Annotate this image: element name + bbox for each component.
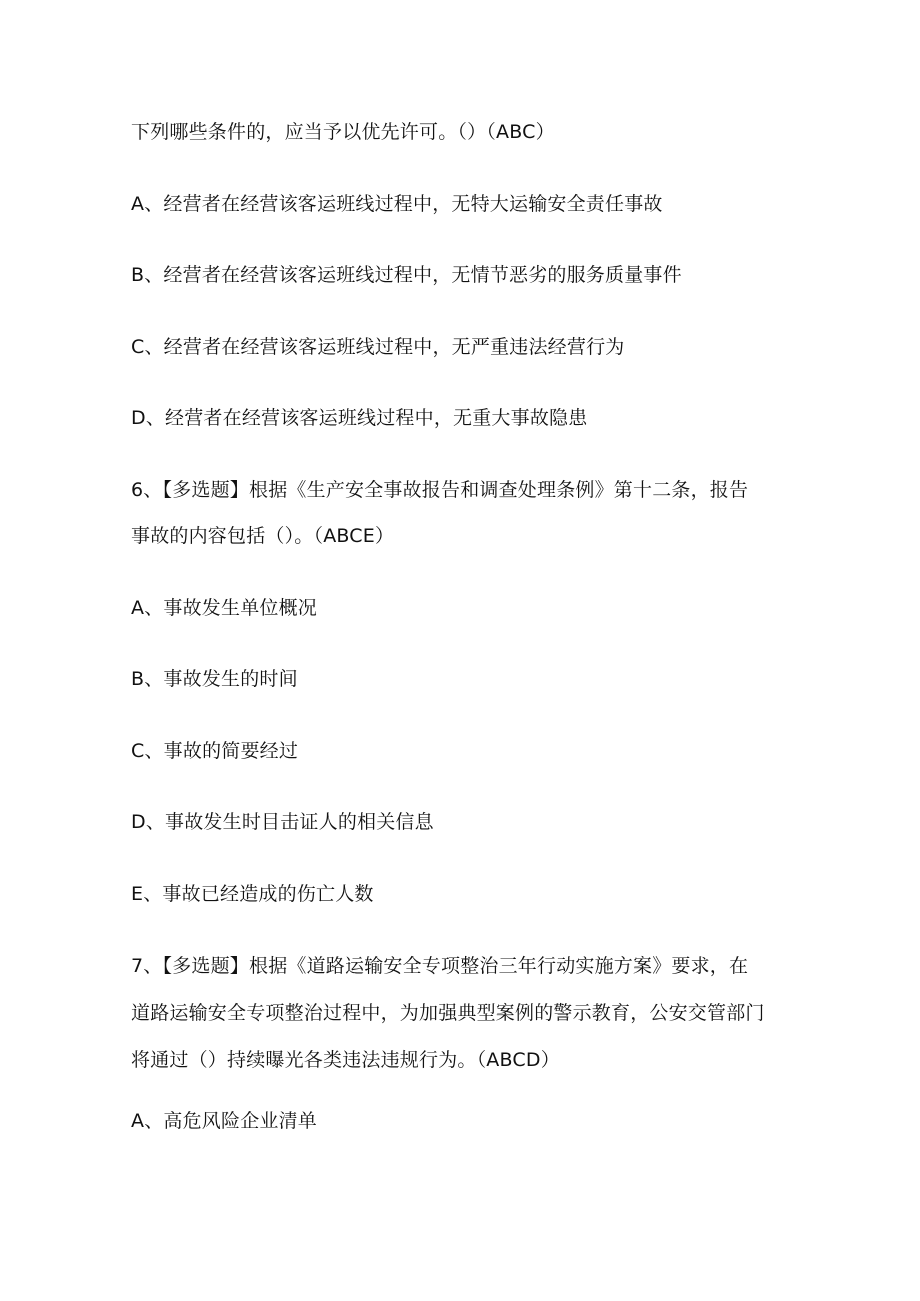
- question-6-option-a: A、事故发生单位概况: [131, 597, 317, 619]
- question-6-stem-line-2: 事故的内容包括（）。（ABCE）: [131, 525, 395, 547]
- question-7-option-a: A、高危风险企业清单: [131, 1110, 317, 1132]
- question-5-stem-tail: 下列哪些条件的，应当予以优先许可。（）（ABC）: [131, 121, 555, 143]
- question-6-option-c: C、事故的简要经过: [131, 740, 299, 762]
- question-5-option-a: A、经营者在经营该客运班线过程中，无特大运输安全责任事故: [131, 193, 663, 215]
- question-6-stem-line-1: 6、【多选题】根据《生产安全事故报告和调查处理条例》第十二条，报告: [131, 479, 749, 501]
- question-5-option-c: C、经营者在经营该客运班线过程中，无严重违法经营行为: [131, 336, 625, 358]
- question-7-stem-line-1: 7、【多选题】根据《道路运输安全专项整治三年行动实施方案》要求，在: [131, 955, 749, 977]
- question-7-stem-line-2: 道路运输安全专项整治过程中，为加强典型案例的警示教育，公安交管部门: [131, 1002, 765, 1024]
- question-7-stem-line-3: 将通过（）持续曝光各类违法违规行为。（ABCD）: [131, 1049, 560, 1071]
- question-5-option-b: B、经营者在经营该客运班线过程中，无情节恶劣的服务质量事件: [131, 264, 682, 286]
- question-6-option-e: E、事故已经造成的伤亡人数: [131, 883, 374, 905]
- question-5-option-d: D、经营者在经营该客运班线过程中，无重大事故隐患: [131, 407, 588, 429]
- question-6-option-b: B、事故发生的时间: [131, 668, 298, 690]
- question-6-option-d: D、事故发生时目击证人的相关信息: [131, 811, 434, 833]
